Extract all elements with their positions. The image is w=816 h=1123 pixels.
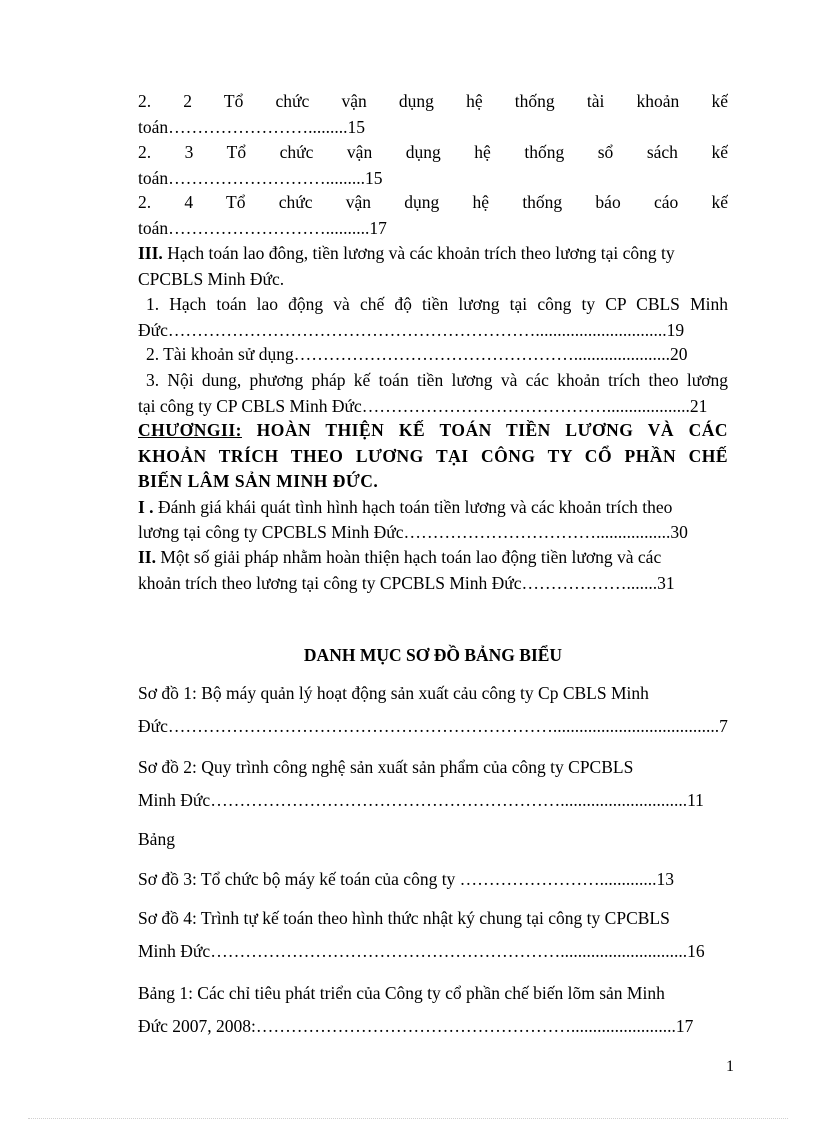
chapter-label: CHƯƠNGII: bbox=[138, 420, 242, 440]
diagram-4-cont: Minh Đức…………………………………………………….............................16 bbox=[138, 941, 705, 961]
diagram-1: Sơ đồ 1: Bộ máy quản lý hoạt động sản xuất cảu công ty Cp CBLS Minh bbox=[138, 683, 649, 703]
chapter-title-line1: HOÀN THIỆN KẾ TOÁN TIỀN LƯƠNG VÀ CÁC bbox=[242, 420, 728, 440]
chapter-title-line3: BIẾN LÂM SẢN MINH ĐỨC. bbox=[138, 471, 379, 491]
toc-item-3-cont: tại công ty CP CBLS Minh Đức……………………………………...................21 bbox=[138, 396, 708, 416]
toc-item-2: 2. Tài khoản sử dụng…………………………………………......................20 bbox=[146, 344, 688, 364]
table-1: Bảng 1: Các chỉ tiêu phát triển của Công ty cổ phần chế biến lõm sản Minh bbox=[138, 983, 665, 1003]
toc-item-1-cont: Đức………………………………………………………..............................19 bbox=[138, 320, 685, 340]
diagram-1-cont: Đức…………………………………………………………......................................7 bbox=[138, 716, 728, 736]
toc-line-2-4-cont: toán………………………..........17 bbox=[138, 218, 387, 238]
table-1-cont: Đức 2007, 2008:………………………………………………........................17 bbox=[138, 1016, 694, 1036]
toc-item-3: 3. Nội dung, phương pháp kế toán tiền lương và các khoản trích theo lương bbox=[146, 370, 728, 390]
section-i-text: Đánh giá khái quát tình hình hạch toán tiền lương và các khoản trích theo bbox=[153, 497, 673, 517]
section-iii-label: III. bbox=[138, 243, 163, 263]
diagram-2: Sơ đồ 2: Quy trình công nghệ sản xuất sản phẩm của công ty CPCBLS bbox=[138, 757, 634, 777]
diagram-2-cont: Minh Đức…………………………………………………….............................11 bbox=[138, 790, 704, 810]
toc-section-i bbox=[138, 495, 728, 519]
toc-line-2-4: 2. 4 Tổ chức vận dụng hệ thống báo cáo kế bbox=[138, 192, 728, 212]
bang-label: Bảng bbox=[138, 829, 175, 849]
page-number: 1 bbox=[726, 1058, 734, 1075]
toc-item-1: 1. Hạch toán lao động và chế độ tiền lương tại công ty CP CBLS Minh bbox=[146, 294, 728, 314]
diagram-3: Sơ đồ 3: Tổ chức bộ máy kế toán của công ty …………………….............13 bbox=[138, 869, 675, 889]
toc-section-iii-cont: CPCBLS Minh Đức. bbox=[138, 269, 285, 289]
toc-section-ii-cont: khoản trích theo lương tại công ty CPCBLS Minh Đức……………….......31 bbox=[138, 573, 675, 593]
section-ii-label: II. bbox=[138, 547, 156, 567]
section-iii-text: Hạch toán lao đông, tiền lương và các khoản trích theo lương tại công ty bbox=[162, 243, 675, 263]
chapter-title-line2: KHOẢN TRÍCH THEO LƯƠNG TẠI CÔNG TY CỔ PHẦN CHẾ bbox=[138, 446, 728, 466]
diagram-4: Sơ đồ 4: Trình tự kế toán theo hình thức nhật ký chung tại công ty CPCBLS bbox=[138, 908, 670, 928]
toc-section-ii bbox=[138, 545, 728, 569]
toc-section-i-cont: lương tại công ty CPCBLS Minh Đức…………………………….................30 bbox=[138, 522, 688, 542]
page-bottom-divider bbox=[28, 1118, 788, 1119]
toc-line-2-3-cont: toán……………………….........15 bbox=[138, 168, 383, 188]
toc-line-2-2-cont: toán…………………….........15 bbox=[138, 117, 366, 137]
toc-section-iii bbox=[138, 241, 728, 265]
toc-line-2-3: 2. 3 Tổ chức vận dụng hệ thống sổ sách kế bbox=[138, 142, 728, 162]
list-heading: DANH MỤC SƠ ĐỒ BẢNG BIỂU bbox=[303, 645, 563, 665]
toc-line-2-2: 2. 2 Tổ chức vận dụng hệ thống tài khoản kế bbox=[138, 91, 728, 111]
section-i-label: I . bbox=[138, 497, 154, 517]
section-ii-text: Một số giải pháp nhằm hoàn thiện hạch toán lao động tiền lương và các bbox=[156, 547, 662, 567]
chapter-heading bbox=[138, 418, 728, 442]
